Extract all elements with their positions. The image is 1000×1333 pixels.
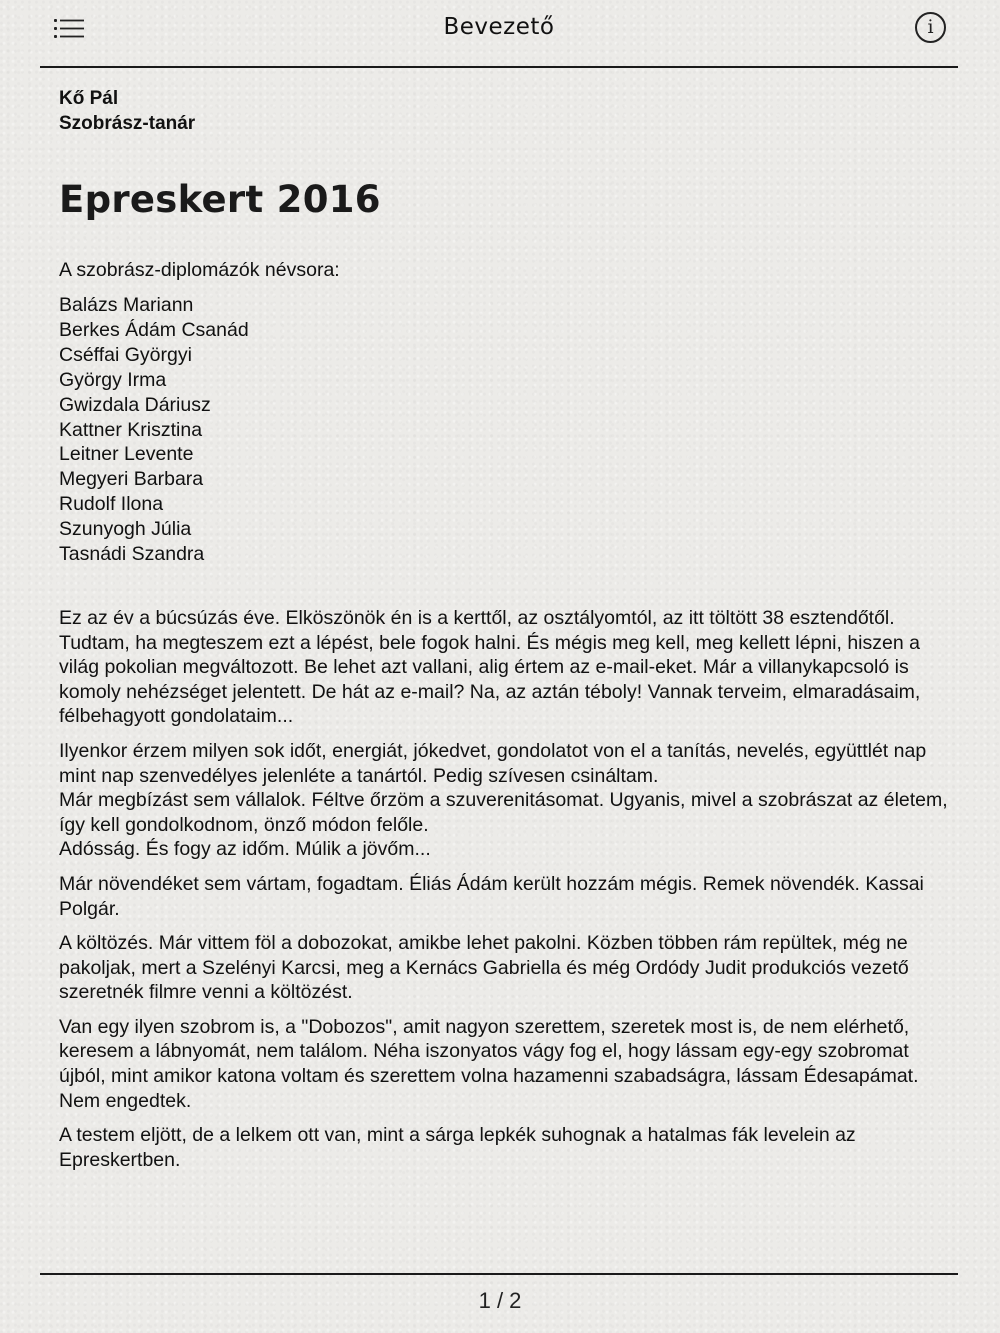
author-block	[59, 86, 954, 136]
paragraph	[59, 1015, 954, 1113]
list-item: Szunyogh Júlia	[59, 518, 192, 541]
paragraph	[59, 931, 954, 1005]
page-title: Bevezető	[443, 14, 555, 40]
paragraph	[59, 739, 954, 862]
list-item: Kattner Krisztina	[59, 418, 203, 441]
page-indicator: 1 / 2	[478, 1288, 522, 1313]
list-item: Leitner Levente	[59, 443, 194, 466]
list-item: Tasnádi Szandra	[59, 543, 205, 566]
paragraph-line: Ez az év a búcsúzás éve. Elköszönök én is a kerttől, az osztályomtól, az itt töltött 38 esztendőtől. Tudtam, ha megteszem ezt a lépést, bele fogok halni. És mégis meg kell, meg kellett lépni, hiszen a világ pokolian megváltozott. Be lehet azt vallani, alig értem az e-mail-eket. Már a villanykapcsoló is komoly nehézséget jelentett. De hát az e-mail? Na, az aztán téboly! Vannak terveim, elmaradásaim, félbehagyott gondolataim...	[59, 606, 921, 728]
list-item: György Irma	[59, 368, 167, 391]
paragraph-line: Van egy ilyen szobrom is, a "Dobozos", amit nagyon szerettem, szeretek most is, de nem elérhető, keresem a lábnyomát, nem találom. Néha iszonyatos vágy fog el, hogy lássam egy-egy szobromat újból, mint amikor katona voltam és szerettem volna hazamenni szabadságra, lássam Édesapámat. Nem engedtek.	[59, 1015, 919, 1112]
list-item: Rudolf Ilona	[59, 493, 164, 516]
paragraph	[59, 1123, 954, 1172]
paragraph-line: Már növendéket sem vártam, fogadtam. Éliás Ádám került hozzám mégis. Remek növendék. Kassai Polgár.	[59, 872, 924, 920]
list-item: Cséffai Györgyi	[59, 343, 192, 366]
paragraph-line: A költözés. Már vittem föl a dobozokat, amikbe lehet pakolni. Közben többen rám repültek, még ne pakoljak, mert a Szelényi Karcsi, meg a Kernács Gabriella és még Ordódy Judit produkciós vezető szeretnék filmre venni a költözést.	[59, 932, 909, 1004]
paragraph	[59, 872, 954, 921]
article-intro: A szobrász-diplomázók névsora:	[59, 259, 340, 281]
list-item: Megyeri Barbara	[59, 468, 204, 491]
paragraph-line: Ilyenkor érzem milyen sok időt, energiát, jókedvet, gondolatot von el a tanítás, nevelés, együttlét nap mint nap szenvedélyes jelenléte a tanártól. Pedig szívesen csináltam.	[59, 739, 927, 787]
list-item: Gwizdala Dáriusz	[59, 393, 211, 416]
article-title: Epreskert 2016	[59, 178, 381, 221]
article-body	[59, 606, 954, 1172]
top-bar	[40, 0, 958, 68]
list-item: Balázs Mariann	[59, 294, 194, 316]
author-name: Kő Pál	[59, 88, 119, 109]
author-role: Szobrász-tanár	[59, 113, 196, 134]
paragraph-line: Már megbízást sem vállalok. Féltve őrzöm a szuverenitásomat. Ugyanis, mivel a szobrászat az életem, így kell gondolkodnom, önző módon felőle.	[59, 789, 948, 836]
article-content	[59, 86, 954, 1182]
paragraph-line: A testem eljött, de a lelkem ott van, mint a sárga lepkék suhognak a hatalmas fák levelein az Epreskertben.	[59, 1124, 856, 1171]
paragraph-line: Adósság. És fogy az időm. Múlik a jövőm...	[59, 838, 431, 861]
graduate-name-list	[59, 293, 954, 567]
list-item: Berkes Ádám Csanád	[59, 318, 249, 341]
footer-divider	[40, 1273, 958, 1275]
paragraph	[59, 606, 954, 729]
info-icon[interactable]: i	[915, 12, 946, 43]
